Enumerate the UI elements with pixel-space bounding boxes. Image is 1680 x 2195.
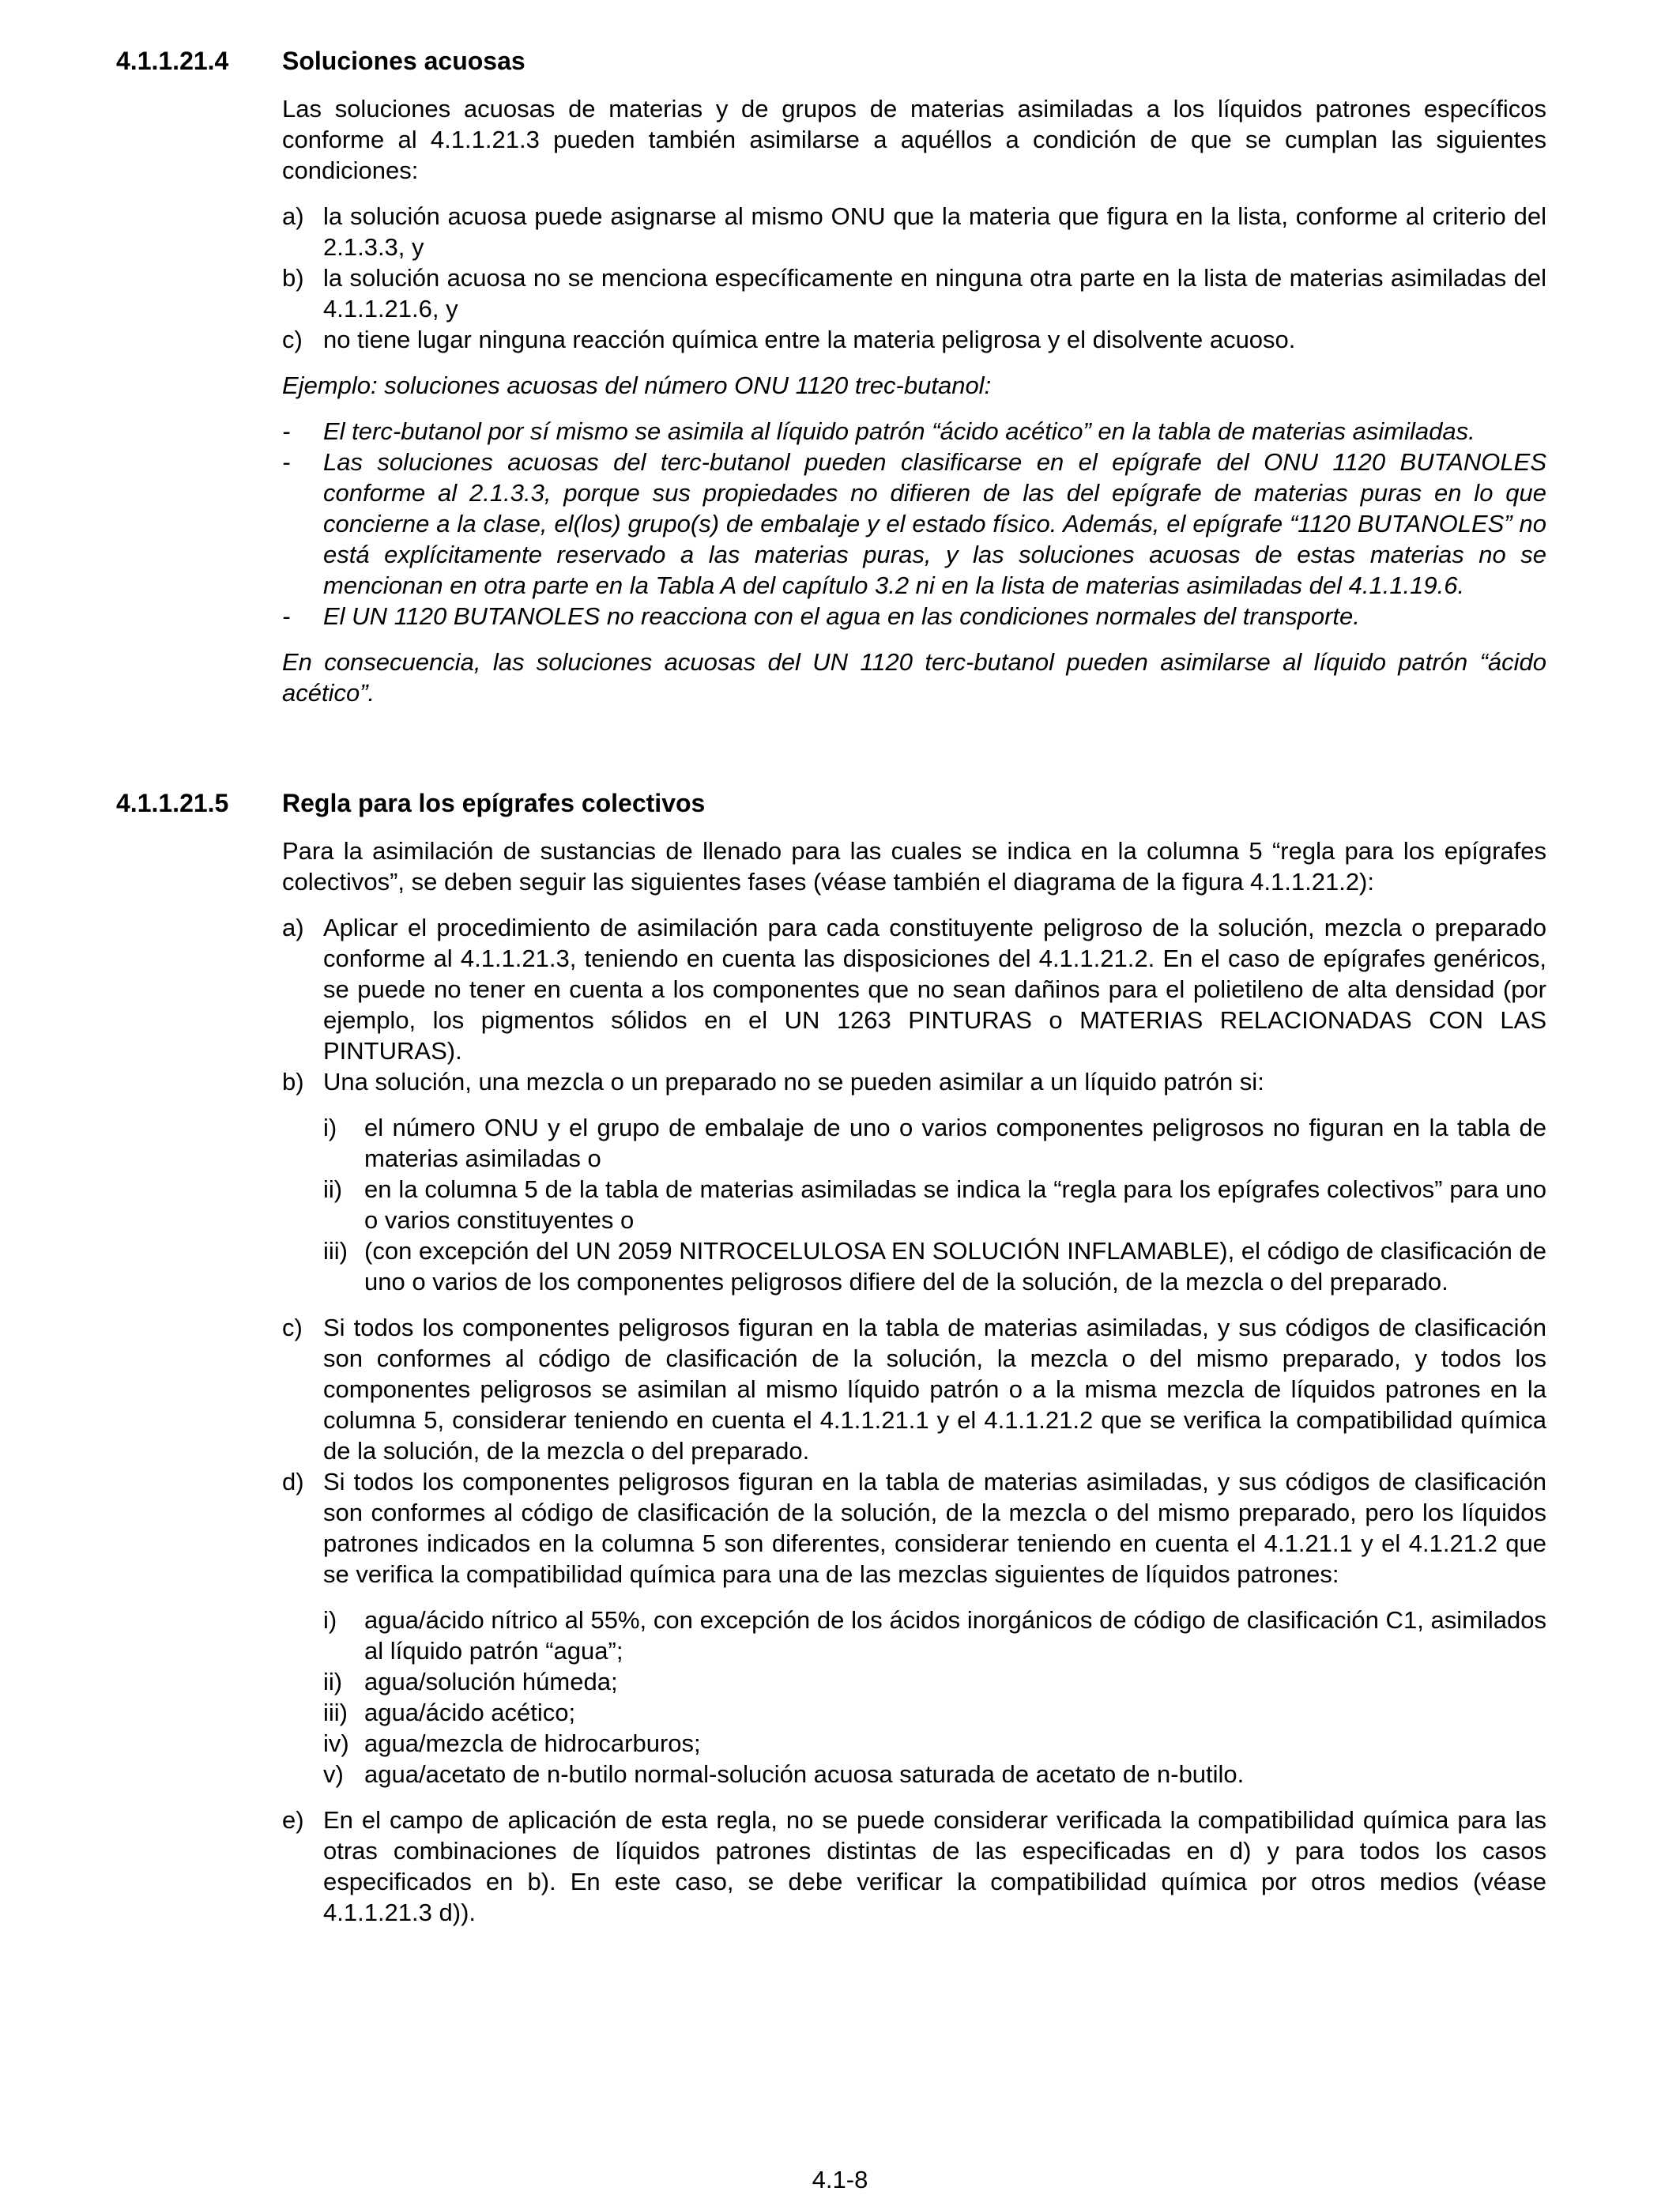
list-text: Si todos los componentes peligrosos figuran en la tabla de materias asimiladas, y sus códigos de clasificación son conformes al código de clasificación de la solución, la mezcla o del mismo preparado, y todos los componentes peligrosos se asimilan al mismo líquido patrón o a la misma mezcla de líquidos patrones en la columna 5, considerar teniendo en cuenta el 4.1.1.21.1 y el 4.1.1.21.2 que se verifica la compatibilidad química de la solución, de la mezcla o del preparado.: [323, 1314, 1546, 1465]
sub-list-item: [323, 1697, 1546, 1728]
section-body: [282, 93, 1546, 708]
list-item: [282, 262, 1546, 324]
section-number: 4.1.1.21.4: [116, 47, 229, 75]
example-text: El terc-butanol por sí mismo se asimila al líquido patrón “ácido acético” en la tabla de materias asimiladas.: [323, 417, 1475, 445]
sub-list-item: [323, 1174, 1546, 1235]
list-item: [282, 1805, 1546, 1928]
dash-marker: -: [282, 448, 291, 476]
example-heading: Ejemplo: soluciones acuosas del número ONU 1120 trec-butanol:: [282, 371, 992, 399]
list-marker: a): [282, 202, 304, 230]
roman-marker: i): [323, 1606, 337, 1634]
list-text: Si todos los componentes peligrosos figuran en la tabla de materias asimiladas, y sus códigos de clasificación son conformes al código de clasificación de la solución, de la mezcla o del mismo preparado, pero los líquidos patrones indicados en la columna 5 son diferentes, considerar teniendo en cuenta el 4.1.21.1 y el 4.1.21.2 que se verifica la compatibilidad química para una de las mezclas siguientes de líquidos patrones:: [323, 1468, 1546, 1588]
sub-list-item: [323, 1112, 1546, 1174]
list-marker: e): [282, 1806, 304, 1834]
sub-list-item: [323, 1605, 1546, 1666]
page-number: 4.1-8: [812, 2166, 868, 2193]
list-item: [282, 1466, 1546, 1590]
paragraph: Las soluciones acuosas de materias y de grupos de materias asimiladas a los líquidos patrones específicos conforme al 4.1.1.21.3 pueden también asimilarse a aquéllos a condición de que se cumplan las siguientes condiciones:: [282, 95, 1546, 184]
list-item: [282, 912, 1546, 1066]
example-text: Las soluciones acuosas del terc-butanol pueden clasificarse en el epígrafe del ONU 1120 BUTANOLES conforme al 2.1.3.3, porque sus propiedades no difieren de las del epígrafe de materias puras en lo que concierne a la clase, el(los) grupo(s) de embalaje y el estado físico. Además, el epígrafe “1120 BUTANOLES” no está explícitamente reservado a las materias puras, y las soluciones acuosas de estas materias no se mencionan en otra parte en la Tabla A del capítulo 3.2 ni en la lista de materias asimiladas del 4.1.1.19.6.: [323, 448, 1546, 599]
paragraph: Para la asimilación de sustancias de llenado para las cuales se indica en la columna 5 “regla para los epígrafes colectivos”, se deben seguir las siguientes fases (véase también el diagrama de la figura 4.1.1.21.2):: [282, 837, 1546, 896]
sub-list-text: agua/acetato de n-butilo normal-solución acuosa saturada de acetato de n-butilo.: [364, 1760, 1245, 1788]
list-text: Una solución, una mezcla o un preparado no se pueden asimilar a un líquido patrón si:: [323, 1068, 1264, 1096]
sub-list-text: agua/mezcla de hidrocarburos;: [364, 1729, 701, 1757]
list-marker: a): [282, 914, 304, 941]
list-marker: c): [282, 326, 303, 353]
sub-list-text: agua/ácido acético;: [364, 1699, 576, 1726]
list-marker: c): [282, 1314, 303, 1341]
list-text: Aplicar el procedimiento de asimilación para cada constituyente peligroso de la solución, mezcla o preparado conforme al 4.1.1.21.3, teniendo en cuenta las disposiciones del 4.1.1.21.2. En el caso de epígrafes genéricos, se puede no tener en cuenta a los componentes que no sean dañinos para el polietileno de alta densidad (por ejemplo, los pigmentos sólidos en el UN 1263 PINTURAS o MATERIAS RELACIONADAS CON LAS PINTURAS).: [323, 914, 1546, 1065]
list-marker: b): [282, 1068, 304, 1096]
example-text: El UN 1120 BUTANOLES no reacciona con el agua en las condiciones normales del transporte.: [323, 602, 1360, 630]
section-heading: [116, 46, 525, 77]
list-text: la solución acuosa puede asignarse al mismo ONU que la materia que figura en la lista, conforme al criterio del 2.1.3.3, y: [323, 202, 1546, 261]
list-item: [282, 201, 1546, 262]
roman-marker: ii): [323, 1175, 343, 1203]
roman-marker: iii): [323, 1699, 348, 1726]
list-text: la solución acuosa no se menciona específicamente en ninguna otra parte en la lista de materias asimiladas del 4.1.1.21.6, y: [323, 264, 1546, 322]
section-body: [282, 835, 1546, 1928]
example-item: [282, 601, 1546, 632]
list-item: [282, 1312, 1546, 1466]
list-text: En el campo de aplicación de esta regla, no se puede considerar verificada la compatibilidad química para las otras combinaciones de líquidos patrones distintas de las especificadas en d) y para todos los casos especificados en b). En este caso, se debe verificar la compatibilidad química por otros medios (véase 4.1.1.21.3 d)).: [323, 1806, 1546, 1926]
sub-list-text: agua/ácido nítrico al 55%, con excepción de los ácidos inorgánicos de código de clasificación C1, asimilados al líquido patrón “agua”;: [364, 1606, 1546, 1665]
roman-marker: v): [323, 1760, 344, 1788]
example-item: [282, 447, 1546, 601]
roman-marker: iii): [323, 1237, 348, 1265]
sub-list-item: [323, 1235, 1546, 1297]
list-marker: b): [282, 264, 304, 292]
section-title: Regla para los epígrafes colectivos: [282, 789, 706, 817]
sub-list-text: en la columna 5 de la tabla de materias asimiladas se indica la “regla para los epígrafes colectivos” para uno o varios constituyentes o: [364, 1175, 1546, 1234]
sub-list-text: agua/solución húmeda;: [364, 1668, 618, 1695]
roman-marker: ii): [323, 1668, 343, 1695]
dash-marker: -: [282, 417, 291, 445]
sub-list-item: [323, 1759, 1546, 1790]
section-heading: [116, 788, 705, 819]
list-text: no tiene lugar ninguna reacción química entre la materia peligrosa y el disolvente acuoso.: [323, 326, 1296, 353]
list-marker: d): [282, 1468, 304, 1495]
section-number: 4.1.1.21.5: [116, 789, 229, 817]
conclusion-paragraph: En consecuencia, las soluciones acuosas del UN 1120 terc-butanol pueden asimilarse al líquido patrón “ácido acético”.: [282, 648, 1546, 707]
roman-marker: i): [323, 1114, 337, 1141]
sub-list-text: (con excepción del UN 2059 NITROCELULOSA EN SOLUCIÓN INFLAMABLE), el código de clasificación de uno o varios de los componentes peligrosos difiere del de la solución, de la mezcla o del preparado.: [364, 1237, 1546, 1296]
section-title: Soluciones acuosas: [282, 47, 525, 75]
list-item: [282, 1066, 1546, 1097]
sub-list-item: [323, 1666, 1546, 1697]
example-item: [282, 416, 1546, 447]
dash-marker: -: [282, 602, 291, 630]
sub-list-item: [323, 1728, 1546, 1759]
roman-marker: iv): [323, 1729, 349, 1757]
list-item: [282, 324, 1546, 355]
sub-list-text: el número ONU y el grupo de embalaje de uno o varios componentes peligrosos no figuran en la tabla de materias asimiladas o: [364, 1114, 1546, 1172]
